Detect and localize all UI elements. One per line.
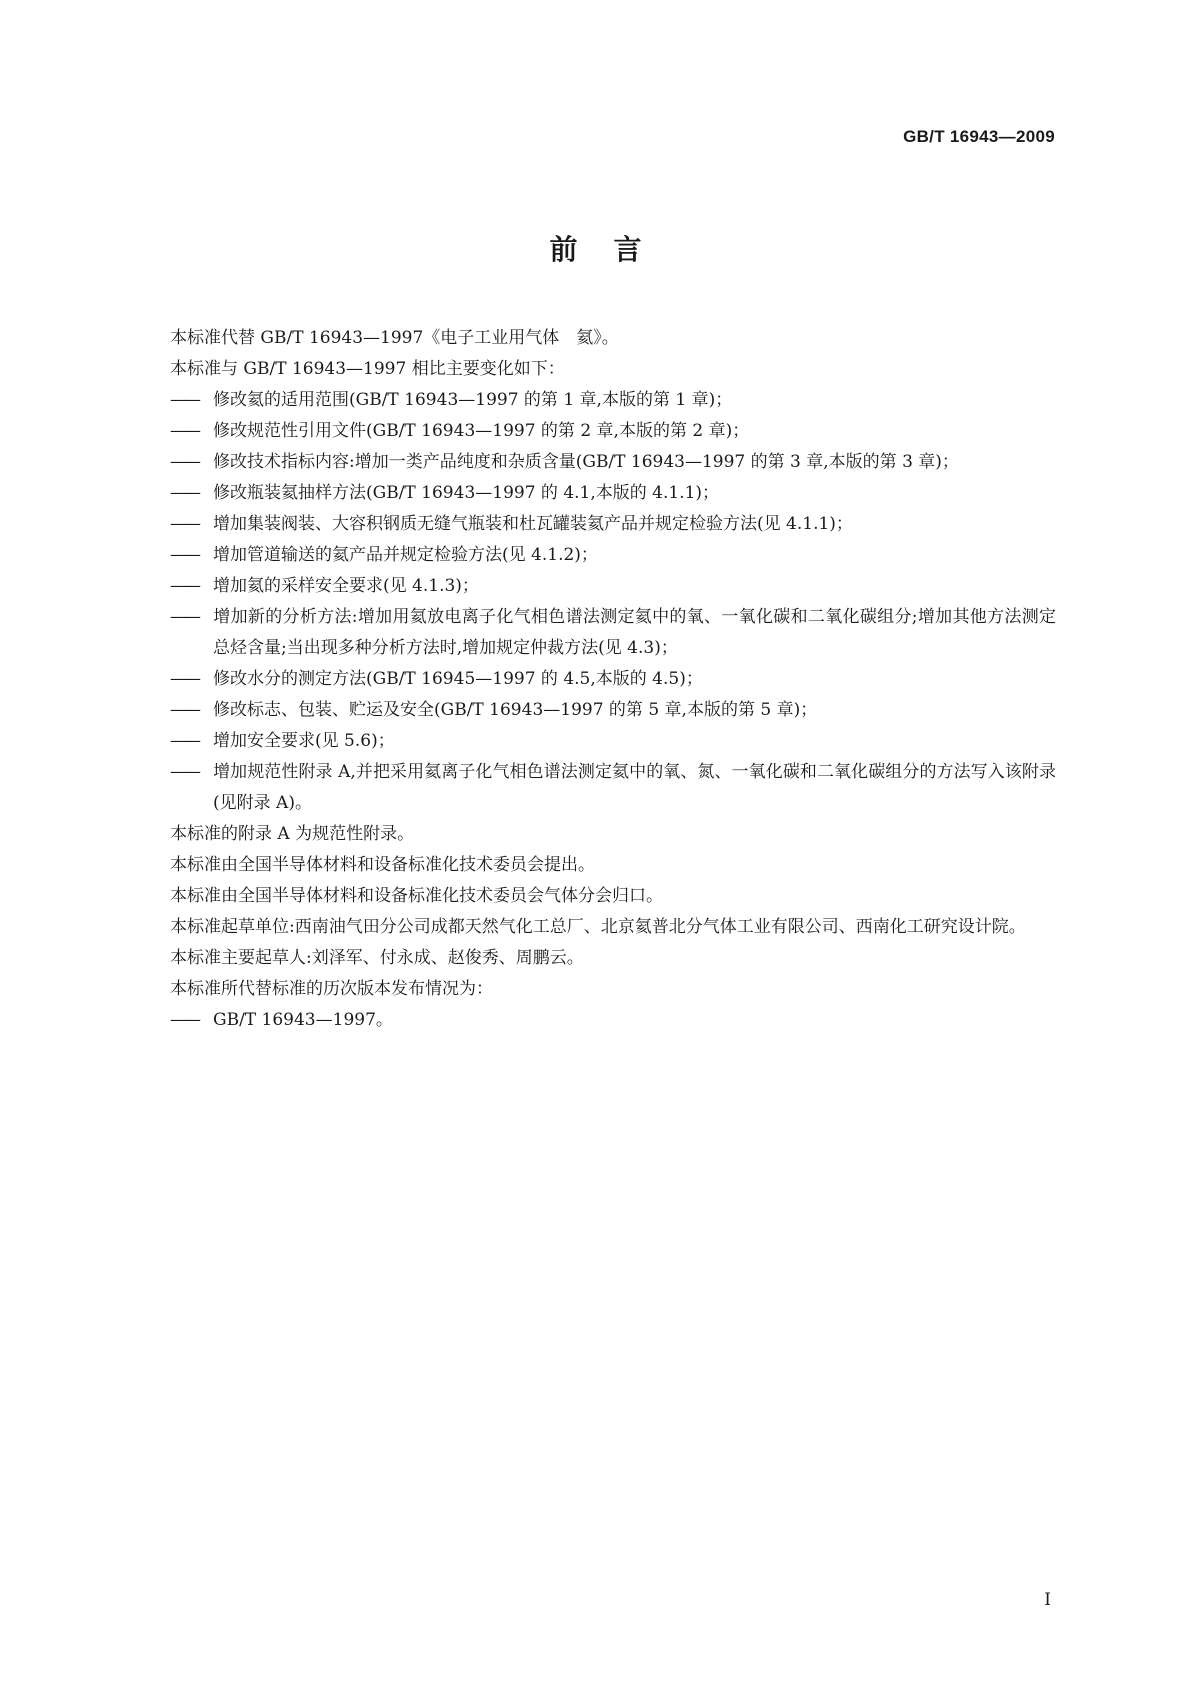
dash-mark: —— xyxy=(170,576,198,596)
dash-mark: —— xyxy=(170,731,198,751)
change-text: 增加安全要求(见 5.6)； xyxy=(213,731,395,751)
dash-mark: —— xyxy=(170,669,198,689)
dash-mark: —— xyxy=(170,545,198,565)
change-item xyxy=(136,695,1056,726)
change-text: 增加氦的采样安全要求(见 4.1.3)； xyxy=(213,576,479,596)
change-text: 修改标志、包装、贮运及安全(GB/T 16943—1997 的第 5 章,本版的第 5 章)； xyxy=(213,700,818,720)
paragraph: 本标准主要起草人:刘泽军、付永成、赵俊秀、周鹏云。 xyxy=(170,948,584,968)
change-text: 增加规范性附录 A,并把采用氦离子化气相色谱法测定氦中的氧、氮、一氧化碳和二氧化碳组分的方法写入该附录(见附录 A)。 xyxy=(213,762,1056,813)
page-number: I xyxy=(1044,1590,1051,1610)
change-text: 修改瓶装氦抽样方法(GB/T 16943—1997 的 4.1,本版的 4.1.1)； xyxy=(213,483,720,503)
dash-mark: —— xyxy=(170,483,198,503)
change-item xyxy=(136,416,1056,447)
dash-mark: —— xyxy=(170,1010,198,1030)
dash-mark: —— xyxy=(170,421,198,441)
change-item xyxy=(136,478,1056,509)
change-text: 增加管道输送的氦产品并规定检验方法(见 4.1.2)； xyxy=(213,545,598,565)
page-title: 前言 xyxy=(549,233,678,266)
history-text: GB/T 16943—1997。 xyxy=(213,1010,393,1030)
standard-number: GB/T 16943—2009 xyxy=(903,127,1055,146)
dash-mark: —— xyxy=(170,762,198,782)
change-text: 修改技术指标内容:增加一类产品纯度和杂质含量(GB/T 16943—1997 的第 3 章,本版的第 3 章)； xyxy=(213,452,959,472)
change-item xyxy=(136,571,1056,602)
paragraph: 本标准与 GB/T 16943—1997 相比主要变化如下： xyxy=(170,359,565,379)
paragraph: 本标准由全国半导体材料和设备标准化技术委员会提出。 xyxy=(170,855,595,875)
dash-mark: —— xyxy=(170,607,198,627)
dash-mark: —— xyxy=(170,700,198,720)
paragraph: 本标准起草单位:西南油气田分公司成都天然气化工总厂、北京氦普北分气体工业有限公司、西南化工研究设计院。 xyxy=(170,917,1026,937)
paragraph: 本标准所代替标准的历次版本发布情况为： xyxy=(170,979,493,999)
change-text: 修改氦的适用范围(GB/T 16943—1997 的第 1 章,本版的第 1 章)； xyxy=(213,390,733,410)
paragraph: 本标准由全国半导体材料和设备标准化技术委员会气体分会归口。 xyxy=(170,886,663,906)
dash-mark: —— xyxy=(170,390,198,410)
change-text: 增加集装阀装、大容积钢质无缝气瓶装和杜瓦罐装氦产品并规定检验方法(见 4.1.1)； xyxy=(213,514,853,534)
change-item xyxy=(136,726,1056,757)
change-item xyxy=(136,757,1056,819)
change-item xyxy=(136,509,1056,540)
change-item xyxy=(136,664,1056,695)
paragraph: 本标准代替 GB/T 16943—1997《电子工业用气体 氦》。 xyxy=(170,328,619,348)
change-text: 增加新的分析方法:增加用氦放电离子化气相色谱法测定氦中的氧、一氧化碳和二氧化碳组分;增加其他方法测定总烃含量;当出现多种分析方法时,增加规定仲裁方法(见 4.3)； xyxy=(213,607,1056,658)
history-item xyxy=(136,1005,1056,1036)
dash-mark: —— xyxy=(170,452,198,472)
change-text: 修改规范性引用文件(GB/T 16943—1997 的第 2 章,本版的第 2 章)； xyxy=(213,421,750,441)
paragraph: 本标准的附录 A 为规范性附录。 xyxy=(170,824,415,844)
change-item xyxy=(136,385,1056,416)
change-item xyxy=(136,540,1056,571)
change-text: 修改水分的测定方法(GB/T 16945—1997 的 4.5,本版的 4.5)； xyxy=(213,669,703,689)
dash-mark: —— xyxy=(170,514,198,534)
change-item xyxy=(136,447,1056,478)
foreword-body xyxy=(136,323,1056,1036)
change-item xyxy=(136,602,1056,664)
